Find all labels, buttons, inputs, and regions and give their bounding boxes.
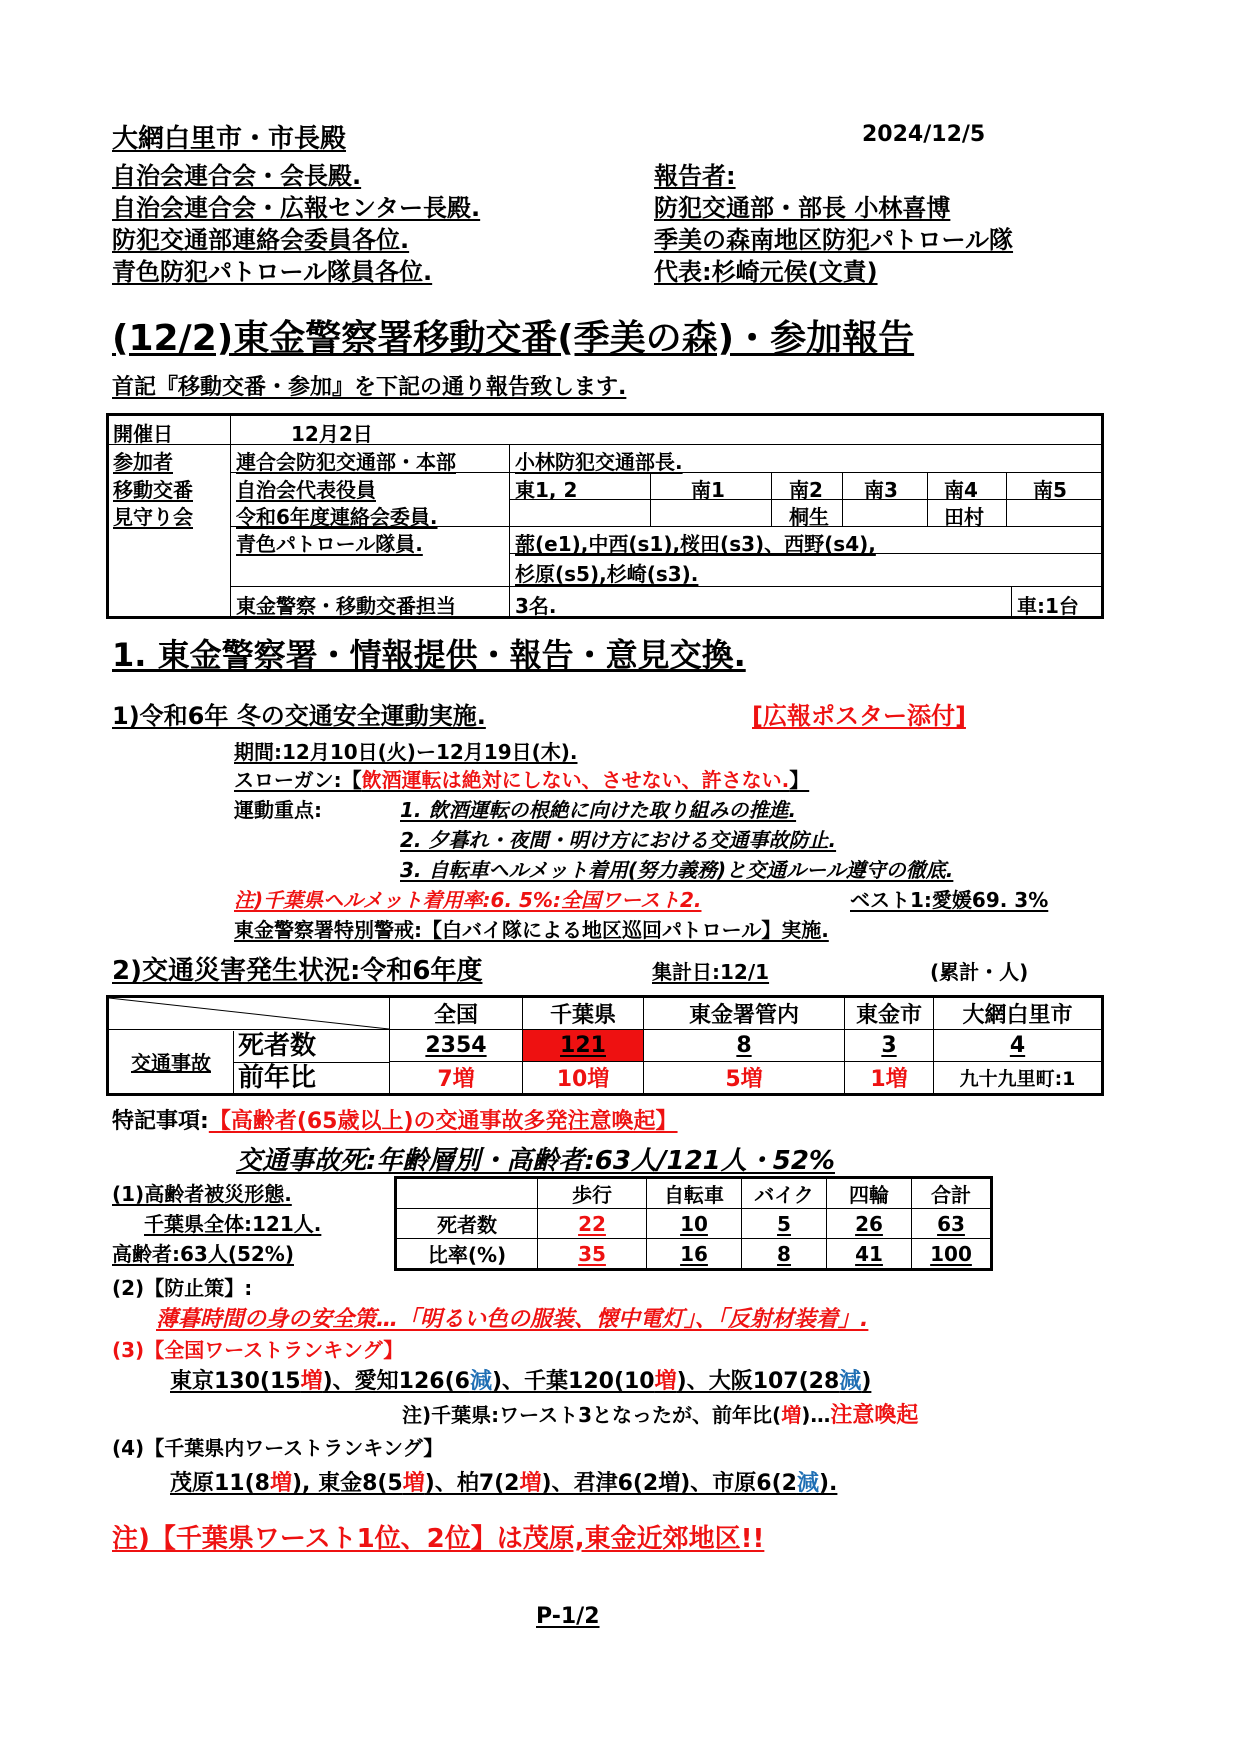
pref-close: ). bbox=[818, 1471, 838, 1496]
sub2-unit: (累計・人) bbox=[930, 960, 1029, 984]
deaths-chiba: 121 bbox=[523, 1030, 644, 1062]
reporter-line-3: 代表:杉崎元侯(文責) bbox=[654, 258, 878, 286]
row5-value: 3名. bbox=[515, 594, 557, 618]
slogan-label: スローガン:【 bbox=[234, 768, 362, 792]
yoy-kujukuri: 九十九里町:1 bbox=[934, 1062, 1103, 1095]
pref-ichihara-change: 減 bbox=[796, 1471, 819, 1496]
pref-mobara: 茂原11(8 bbox=[170, 1471, 270, 1496]
deaths-national: 2354 bbox=[390, 1030, 523, 1062]
national-note-change: 増 bbox=[781, 1403, 802, 1427]
row5-car: 車:1台 bbox=[1017, 594, 1079, 618]
yoy-chiba: 10増 bbox=[523, 1062, 644, 1095]
row4-value-1: 蔀(e1),中西(s1),桜田(s3)、西野(s4), bbox=[515, 532, 876, 556]
info-table bbox=[106, 413, 1104, 619]
elderly-ratio-car: 41 bbox=[827, 1239, 912, 1270]
diagonal-cell bbox=[108, 997, 390, 1030]
col-bicycle: 自転車 bbox=[647, 1178, 742, 1209]
row4-label: 青色パトロール隊員. bbox=[236, 532, 423, 556]
best-rate: ベスト1:愛媛69. 3% bbox=[850, 888, 1049, 912]
prevention-label: (2)【防止策】: bbox=[112, 1276, 253, 1300]
pref-kimitsu-ichihara: )、君津6(2増)、市原6(2 bbox=[541, 1471, 797, 1496]
yoy-label: 前年比 bbox=[238, 1062, 317, 1093]
national-chiba: )、千葉120(10 bbox=[491, 1369, 655, 1394]
addressee-5: 青色防犯パトロール隊員各位. bbox=[112, 258, 433, 286]
national-ranking bbox=[170, 1364, 871, 1395]
district-2: 南1 bbox=[691, 478, 725, 502]
slogan-line bbox=[234, 764, 809, 793]
deaths-label: 死者数 bbox=[234, 1031, 389, 1063]
deaths-togane-station: 8 bbox=[644, 1030, 845, 1062]
elderly-ratio-walk: 35 bbox=[538, 1239, 647, 1270]
national-note-text: 注)千葉県:ワースト3となったが、前年比( bbox=[402, 1403, 782, 1427]
row4-value-2: 杉原(s5),杉崎(s3). bbox=[515, 562, 699, 586]
addressee-1: 大網白里市・市長殿 bbox=[112, 124, 347, 154]
elderly-deaths-car: 26 bbox=[827, 1209, 912, 1239]
pref-togane: ), 東金8(5 bbox=[292, 1471, 403, 1496]
poster-tag: [広報ポスター添付] bbox=[752, 702, 966, 730]
national-note-alert: 注意喚起 bbox=[830, 1403, 919, 1428]
district-4: 南3 bbox=[864, 478, 898, 502]
national-ranking-label: (3)【全国ワーストランキング】 bbox=[112, 1338, 404, 1362]
focus-item-2: 2. 夕暮れ・夜間・明け方における交通事故防止. bbox=[400, 828, 837, 852]
addressee-4: 防犯交通部連絡会委員各位. bbox=[112, 226, 410, 254]
national-osaka: )、大阪107(28 bbox=[676, 1369, 840, 1394]
yoy-togane-station: 5増 bbox=[644, 1062, 845, 1095]
national-tokyo: 東京130(15 bbox=[170, 1369, 301, 1394]
special-watch: 東金警察署特別警戒:【白バイ隊による地区巡回パトロール】実施. bbox=[234, 918, 829, 942]
slogan-close: 】 bbox=[789, 768, 810, 792]
national-chiba-change: 増 bbox=[654, 1369, 677, 1394]
accident-table bbox=[106, 995, 1104, 1096]
elderly-table bbox=[394, 1176, 993, 1271]
report-date: 2024/12/5 bbox=[862, 122, 986, 147]
row1-label: 連合会防犯交通部・本部 bbox=[236, 450, 456, 474]
pref-kashiwa-change: 増 bbox=[519, 1471, 542, 1496]
col-togane-city: 東金市 bbox=[845, 997, 934, 1030]
slogan-value: 飲酒運転は絶対にしない、させない、許さない. bbox=[361, 768, 790, 792]
deaths-oamishirasato: 4 bbox=[934, 1030, 1103, 1062]
row3-label: 令和6年度連絡会委員. bbox=[236, 505, 438, 529]
elderly-heading: 交通事故死:年齢層別・高齢者:63人/121人・52% bbox=[236, 1146, 835, 1176]
group-label-2: 見守り会 bbox=[113, 505, 193, 529]
campaign-period: 期間:12月10日(火)ー12月19日(木). bbox=[234, 740, 578, 764]
row1-value: 小林防犯交通部長. bbox=[515, 450, 683, 474]
elderly-label-3: 高齢者:63人(52%) bbox=[112, 1242, 294, 1266]
deaths-togane-city: 3 bbox=[845, 1030, 934, 1062]
sub2-date: 集計日:12/1 bbox=[652, 960, 770, 984]
col-walk: 歩行 bbox=[538, 1178, 647, 1209]
elderly-deaths-motorbike: 5 bbox=[742, 1209, 827, 1239]
elderly-label-2: 千葉県全体:121人. bbox=[144, 1212, 322, 1236]
district-3: 南2 bbox=[789, 478, 823, 502]
pref-kashiwa: )、柏7(2 bbox=[424, 1471, 520, 1496]
elderly-corner bbox=[396, 1178, 538, 1209]
national-note-mid: )… bbox=[801, 1403, 831, 1427]
elderly-ratio-total: 100 bbox=[912, 1239, 992, 1270]
elderly-ratio-label: 比率(%) bbox=[396, 1239, 538, 1270]
district-1: 東1, 2 bbox=[515, 478, 578, 502]
elderly-ratio-motorbike: 8 bbox=[742, 1239, 827, 1270]
helmet-note: 注)千葉県ヘルメット着用率:6. 5%:全国ワースト2. bbox=[234, 888, 702, 912]
national-close: ) bbox=[861, 1369, 872, 1394]
row-group-label: 交通事故 bbox=[109, 1031, 234, 1093]
participants-label: 参加者 bbox=[113, 450, 173, 474]
row5-label: 東金警察・移動交番担当 bbox=[236, 594, 456, 618]
national-aichi-change: 減 bbox=[469, 1369, 492, 1394]
special-note-value: 【高齢者(65歳以上)の交通事故多発注意喚起】 bbox=[208, 1109, 678, 1134]
special-note-label: 特記事項: bbox=[112, 1109, 209, 1134]
pref-ranking-label: (4)【千葉県内ワーストランキング】 bbox=[112, 1436, 444, 1460]
date-label: 開催日 bbox=[113, 422, 173, 446]
col-togane-station: 東金署管内 bbox=[644, 997, 845, 1030]
focus-item-1: 1. 飲酒運転の根絶に向けた取り組みの推進. bbox=[400, 798, 797, 822]
reporter-label: 報告者: bbox=[654, 162, 736, 190]
elderly-ratio-bicycle: 16 bbox=[647, 1239, 742, 1270]
page-title: (12/2)東金警察署移動交番(季美の森)・参加報告 bbox=[112, 318, 915, 359]
reporter-line-2: 季美の森南地区防犯パトロール隊 bbox=[654, 226, 1014, 254]
national-osaka-change: 減 bbox=[839, 1369, 862, 1394]
district-5: 南4 bbox=[944, 478, 978, 502]
district-member-5: 田村 bbox=[944, 505, 984, 529]
final-note: 注)【千葉県ワースト1位、2位】は茂原,東金近郊地区!! bbox=[112, 1524, 765, 1554]
addressee-2: 自治会連合会・会長殿. bbox=[112, 162, 362, 190]
section1-heading: 1. 東金警察署・情報提供・報告・意見交換. bbox=[112, 636, 746, 674]
national-aichi: )、愛知126(6 bbox=[322, 1369, 470, 1394]
group-label-1: 移動交番 bbox=[113, 478, 193, 502]
pref-ranking bbox=[170, 1466, 837, 1497]
sub2-heading: 2)交通災害発生状況:令和6年度 bbox=[112, 956, 483, 986]
elderly-deaths-walk: 22 bbox=[538, 1209, 647, 1239]
national-note bbox=[402, 1398, 918, 1429]
focus-label: 運動重点: bbox=[234, 798, 322, 822]
pref-mobara-change: 増 bbox=[269, 1471, 292, 1496]
elderly-label-1: (1)高齢者被災形態. bbox=[112, 1182, 292, 1206]
date-value: 12月2日 bbox=[291, 422, 373, 446]
col-oamishirasato: 大網白里市 bbox=[934, 997, 1103, 1030]
sub1-heading: 1)令和6年 冬の交通安全運動実施. bbox=[112, 702, 486, 730]
col-total: 合計 bbox=[912, 1178, 992, 1209]
row2-label: 自治会代表役員 bbox=[236, 478, 376, 502]
addressee-3: 自治会連合会・広報センター長殿. bbox=[112, 194, 481, 222]
focus-item-3: 3. 自転車ヘルメット着用(努力義務)と交通ルール遵守の徹底. bbox=[400, 858, 954, 882]
elderly-deaths-bicycle: 10 bbox=[647, 1209, 742, 1239]
page-number: P-1/2 bbox=[536, 1604, 600, 1629]
reporter-line-1: 防犯交通部・部長 小林喜博 bbox=[654, 194, 951, 222]
col-national: 全国 bbox=[390, 997, 523, 1030]
district-6: 南5 bbox=[1033, 478, 1067, 502]
prevention-text: 薄暮時間の身の安全策…「明るい色の服装、懐中電灯」、「反射材装着」. bbox=[156, 1307, 869, 1332]
col-chiba: 千葉県 bbox=[523, 997, 644, 1030]
col-car: 四輪 bbox=[827, 1178, 912, 1209]
intro-text: 首記『移動交番・参加』を下記の通り報告致します. bbox=[112, 375, 627, 400]
special-note bbox=[112, 1104, 678, 1135]
elderly-deaths-label: 死者数 bbox=[396, 1209, 538, 1239]
elderly-deaths-total: 63 bbox=[912, 1209, 992, 1239]
national-tokyo-change: 増 bbox=[300, 1369, 323, 1394]
row-group-cell bbox=[108, 1030, 390, 1095]
col-motorbike: バイク bbox=[742, 1178, 827, 1209]
yoy-togane-city: 1増 bbox=[845, 1062, 934, 1095]
yoy-national: 7増 bbox=[390, 1062, 523, 1095]
pref-togane-change: 増 bbox=[402, 1471, 425, 1496]
district-member-3: 桐生 bbox=[789, 505, 829, 529]
